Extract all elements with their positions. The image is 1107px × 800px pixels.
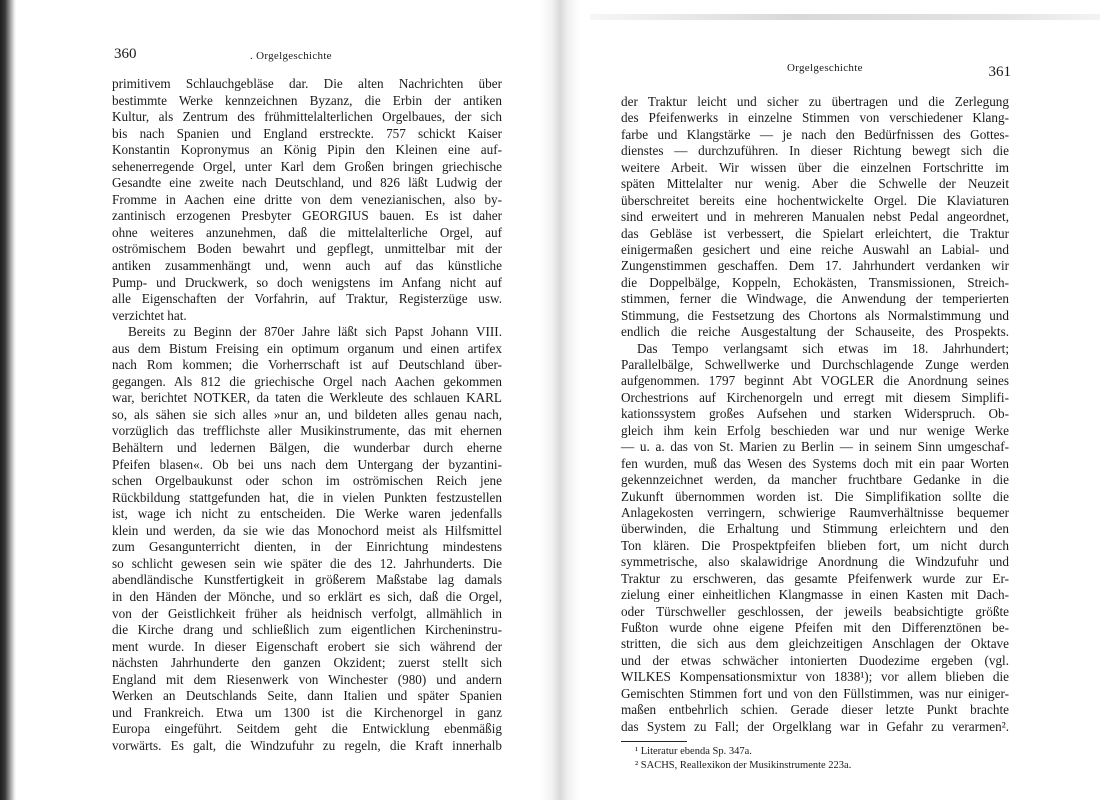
- scan-edge-shadow: [0, 0, 16, 800]
- left-page-body: [112, 76, 502, 754]
- text-line: maßen entbehrlich schien. Gerade dieser letzte Punkt brachte: [621, 702, 1009, 718]
- text-line: überschreitet bereits eine hochentwickelte Orgel. Die Klaviaturen: [621, 192, 1009, 208]
- text-line: symmetrische, also skalawidrige Anordnung die Windzufuhr und: [621, 554, 1009, 570]
- text-line: Orchestrions auf Kirchenorgeln und erregt mit diesem Simplifi-: [621, 389, 1009, 405]
- text-line: Behältern und ledernen Bälgen, die wunderbar durch eherne: [112, 440, 502, 456]
- text-line: Traktur zu erschweren, das gesamte Pfeifenwerk wurde zur Er-: [621, 570, 1009, 586]
- text-line: stritten, die sich aus dem gleichzeitigen Anschlagen der Oktave: [621, 636, 1009, 652]
- text-line: schen Orgelbaukunst oder schon im oströmischen Reich jene: [112, 473, 502, 489]
- text-line: sehenerregende Orgel, unter Karl dem Großen bringen griechische: [112, 158, 502, 174]
- text-line: endlich die reiche Ausgestaltung der Schauseite, des Prospekts.: [621, 324, 1009, 340]
- text-line: so schlicht gewesen sein wie später die des 12. Jahrhunderts. Die: [112, 555, 502, 571]
- text-line: Das Tempo verlangsamt sich etwas im 18. Jahrhundert;: [637, 340, 1009, 356]
- text-line: aus dem Bistum Freising ein optimum organum und einen artifex: [112, 340, 502, 356]
- text-line: oder Türschweller geschlossen, der jeweils beabsichtigte größte: [621, 603, 1009, 619]
- text-line: und der etwas schwächer intonierten Duodezime ergeben (vgl.: [621, 652, 1009, 668]
- footnote: ² SACHS, Reallexikon der Musikinstrumente 223a.: [635, 760, 852, 772]
- text-line: bis nach Spanien und England erstreckte. 757 schickt Kaiser: [112, 125, 502, 141]
- text-line: stimmen, ferner die Windwage, die Anwendung der temperierten: [621, 291, 1009, 307]
- text-line: Rückbildung stattgefunden hat, die in vielen Punkten festzustellen: [112, 489, 502, 505]
- text-line: ist, wage ich nicht zu entscheiden. Die Werke waren jedenfalls: [112, 506, 502, 522]
- text-line: sind erweitert und in mehreren Manualen nebst Pedal angeordnet,: [621, 209, 1009, 225]
- text-line: antiken zusammenhängt und, wenn auch auf das künstliche: [112, 258, 502, 274]
- text-line: dienstes — durchzuführen. In dieser Richtung bewegt sich die: [621, 143, 1009, 159]
- text-line: zantinisch erzogenen Presbyter GEORGIUS bauen. Es ist daher: [112, 208, 502, 224]
- text-line: bestimmte Werke kennzeichnen Byzanz, die Erbin der antiken: [112, 92, 502, 108]
- text-line: Fußton wurde ohne eigene Pfeifen mit den Differenztönen be-: [621, 620, 1009, 635]
- text-line: fen wurden, muß das Wesen des Systems doch mit ein paar Worten: [621, 455, 1009, 471]
- text-line: Gesandte eine zweite nach Deutschland, und 826 läßt Ludwig der: [112, 175, 502, 191]
- book-spine-shadow: [540, 0, 580, 800]
- text-line: zum Gesangunterricht dienten, in der Einrichtung mindestens: [112, 539, 502, 555]
- text-line: Zungenstimmen geschaffen. Dem 17. Jahrhundert verdanken wir: [621, 258, 1009, 274]
- right-page-header: [621, 62, 1009, 82]
- text-line: späten Mittelalter nur wenig. Aber die Schwelle der Neuzeit: [621, 176, 1009, 192]
- text-line: weitere Arbeit. Wir wissen über die einzelnen Fortschritte im: [621, 159, 1009, 175]
- text-line: Stimmung, die Festsetzung des Chortons als Normalstimmung und: [621, 307, 1009, 323]
- text-line: ment wurde. In dieser Eigenschaft erobert sie sich während der: [112, 638, 502, 654]
- text-line: — u. a. das von St. Marien zu Berlin — in seinem Sinn umgeschaf-: [621, 439, 1009, 455]
- text-line: Konstantin Kopronymus an König Pipin den Kleinen eine auf-: [112, 142, 502, 158]
- text-line: Zukunft übernommen worden ist. Die Simplifikation sollte die: [621, 488, 1009, 504]
- text-line: Gemischten Stimmen fort und von den Füllstimmen, was nur einiger-: [621, 685, 1009, 701]
- text-line: Parallelbälge, Schwellwerke und Durchschlagende Zunge werden: [621, 357, 1009, 372]
- text-line: ohne weiteres anzunehmen, daß die mittelalterliche Orgel, auf: [112, 224, 502, 240]
- text-line: zielung einer einheitlichen Klangmasse in einen Kasten mit Dach-: [621, 587, 1009, 603]
- page-number: 361: [988, 64, 1011, 80]
- text-line: das System zu Fall; der Orgelklang war in Gefahr zu verarmen².: [621, 718, 1009, 734]
- text-line: nächsten Jahrhunderte den ganzen Okzident; zuerst stellt sich: [112, 655, 502, 671]
- text-line: einigermaßen gesichert und eine reiche Auswahl an Labial- und: [621, 241, 1009, 257]
- footnote-divider: [621, 741, 687, 742]
- footnotes: [621, 745, 1009, 773]
- text-line: Fromme in Aachen eine dritte von dem venezianischen, also by-: [112, 191, 502, 207]
- text-line: Anlagekosten verringern, schwierige Raumverhältnisse bequemer: [621, 504, 1009, 520]
- text-line: Kultur, als Zentrum des frühmittelalterlichen Orgelbaues, der sich: [112, 109, 502, 125]
- text-line: Pfeifen blasen«. Ob bei uns nach dem Untergang der byzantini-: [112, 456, 502, 472]
- text-line: das Gebläse ist verbessert, die Spielart erleichtert, die Traktur: [621, 225, 1009, 241]
- page-number: 360: [114, 46, 137, 62]
- text-line: primitivem Schlauchgebläse dar. Die alten Nachrichten über: [112, 76, 502, 91]
- text-line: nach Rom kommen; die Vorherrschaft ist auf Deutschland über-: [112, 357, 502, 373]
- running-head: Orgelgeschichte: [787, 62, 863, 74]
- text-line: abendländische Kunstfertigkeit in größerem Maßstabe lag damals: [112, 572, 502, 588]
- text-line: gegangen. Als 812 die griechische Orgel nach Aachen gekommen: [112, 373, 502, 389]
- left-page: [112, 44, 502, 754]
- text-line: gekennzeichnet werden, da mancher fruchtbare Gedanke in die: [621, 472, 1009, 488]
- text-line: kationssystem großes Aufsehen und starken Widerspruch. Ob-: [621, 406, 1009, 422]
- text-line: vorwärts. Es galt, die Windzufuhr zu regeln, die Kraft innerhalb: [112, 737, 502, 753]
- text-line: Ton klären. Die Prospektpfeifen blieben fort, um nicht durch: [621, 537, 1009, 553]
- text-line: der Traktur leicht und sicher zu übertragen und die Zerlegung: [621, 94, 1009, 109]
- scan-top-band: [590, 14, 1100, 20]
- text-line: oströmischem Boden bewahrt und gepflegt, unmittelbar mit der: [112, 241, 502, 257]
- text-line: verzichtet hat.: [112, 307, 187, 323]
- text-line: war, berichtet NOTKER, da taten die Werkleute des schlauen KARL: [112, 390, 502, 406]
- text-line: aufgenommen. 1797 beginnt Abt VOGLER die Anordnung seines: [621, 373, 1009, 389]
- text-line: überwinden, die Erhaltung und Stimmung erleichtern und den: [621, 521, 1009, 537]
- text-line: alle Eigenschaften der Vorfahrin, auf Traktur, Registerzüge usw.: [112, 291, 502, 307]
- right-page: [621, 62, 1009, 773]
- running-head: . Orgelgeschichte: [250, 50, 332, 62]
- text-line: England mit dem Riesenwerk von Winchester (980) und andern: [112, 671, 502, 687]
- text-line: Werken an Deutschlands Seite, dann Italien und später Spanien: [112, 688, 502, 704]
- text-line: in den Händen der Mönche, und so erklärt es sich, daß die Orgel,: [112, 588, 502, 604]
- text-line: Pump- und Druckwerk, so doch wenigstens im Anfang nicht auf: [112, 274, 502, 290]
- right-page-body: [621, 94, 1009, 735]
- text-line: vorzüglich das trefflichste aller Musikinstrumente, das mit ehernen: [112, 423, 502, 439]
- text-line: Europa eingeführt. Seitdem geht die Entwicklung ebenmäßig: [112, 721, 502, 737]
- text-line: gleich ihm kein Erfolg beschieden war und nur wenige Werke: [621, 422, 1009, 438]
- text-line: des Pfeifenwerks in einzelne Stimmen von verschiedener Klang-: [621, 110, 1009, 126]
- left-page-header: [112, 44, 502, 64]
- text-line: und Frankreich. Etwa um 1300 ist die Kirchenorgel in ganz: [112, 704, 502, 720]
- text-line: so, als sähen sie sich alles »nur an, und bildeten alles genau nach,: [112, 406, 502, 422]
- text-line: die Kirche drang und schließlich zum eigentlichen Kircheninstru-: [112, 622, 502, 638]
- text-line: klein und werden, da sie wie das Monochord meist als Hilfsmittel: [112, 522, 502, 538]
- text-line: WILKES Kompensationsmixtur von 1838¹); vor allem blieben die: [621, 669, 1009, 685]
- footnote: ¹ Literatur ebenda Sp. 347a.: [635, 746, 752, 758]
- text-line: von der Geistlichkeit früher als heidnisch verfolgt, allmählich in: [112, 605, 502, 621]
- text-line: Bereits zu Beginn der 870er Jahre läßt sich Papst Johann VIII.: [128, 324, 502, 340]
- text-line: die Doppelbälge, Koppeln, Echokästen, Transmissionen, Streich-: [621, 274, 1009, 290]
- text-line: farbe und Klangstärke — je nach den Bedürfnissen des Gottes-: [621, 126, 1009, 142]
